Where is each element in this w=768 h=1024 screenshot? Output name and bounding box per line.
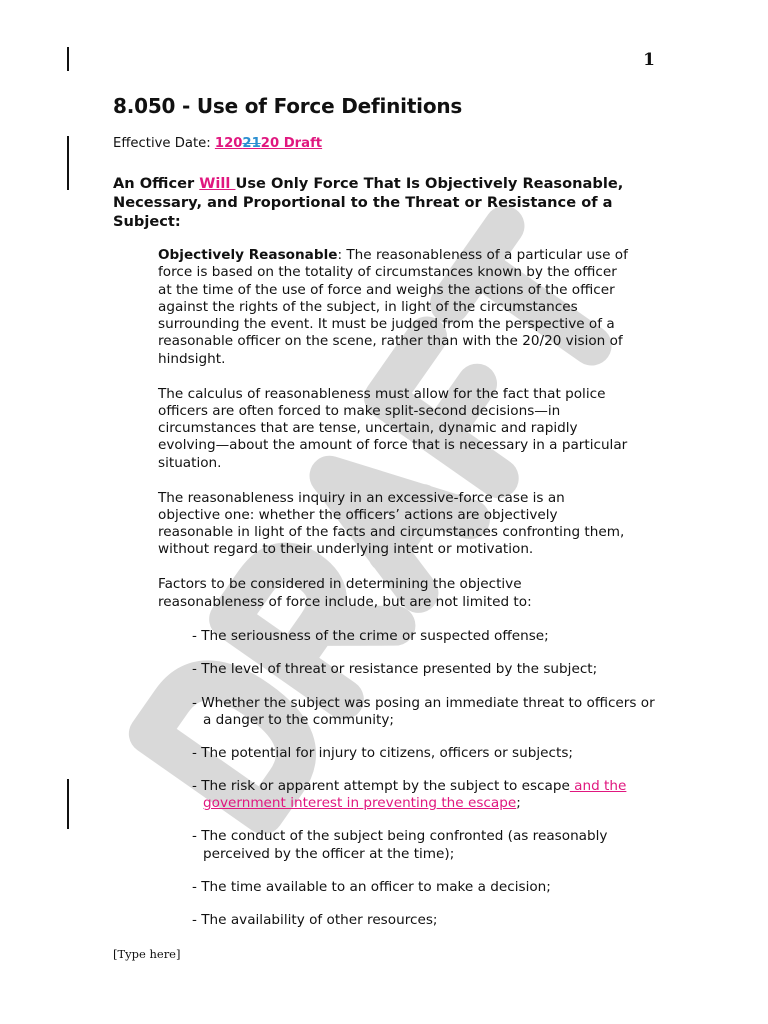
term-objectively-reasonable: Objectively Reasonable <box>158 247 338 263</box>
factor-item: - The level of threat or resistance presented by the subject; <box>192 661 598 678</box>
factor-item: - The conduct of the subject being confronted (as reasonably perceived by the officer at the time); <box>192 828 608 862</box>
date-inserted-end: 20 Draft <box>260 136 323 151</box>
paragraph-factors-intro: Factors to be considered in determining the objective reasonableness of force include, but are not limited to: <box>158 576 532 610</box>
effective-date <box>113 136 322 151</box>
effective-date-value <box>215 136 322 151</box>
paragraph-objectively-reasonable <box>158 247 628 368</box>
paragraph-1-text: : The reasonableness of a particular use of force is based on the totality of circumstances known by the officer at the time of the use of force and weighs the actions of the officer against the rights of the subject, in light of the circumstances surrounding the event. It must be judged from the perspective of a reasonable officer on the scene, rather than with the 20/20 vision of hindsight. <box>158 247 628 367</box>
factor-item: - The seriousness of the crime or suspected offense; <box>192 628 549 645</box>
factor-inserted-text: and the government interest in preventing the escape <box>203 778 627 812</box>
factor-item: - The time available to an officer to make a decision; <box>192 878 551 895</box>
paragraph-calculus: The calculus of reasonableness must allow for the fact that police officers are often forced to make split-second decisions—in circumstances that are tense, uncertain, dynamic and rapidly evolving—about the amount of force that is necessary in a particular situation. <box>158 385 628 471</box>
change-bar-escape-factor <box>67 779 69 829</box>
factor-item: - The availability of other resources; <box>192 911 438 928</box>
paragraph-inquiry: The reasonableness inquiry in an excessive-force case is an objective one: whether the officers’ actions are objectively reasonable in light of the facts and circumstances confronting them, without regard to their underlying intent or motivation. <box>158 489 625 558</box>
body-text <box>158 247 655 945</box>
date-inserted-start: 120 <box>214 136 243 151</box>
change-bar-top <box>67 47 69 71</box>
section-heading <box>113 174 658 231</box>
factor-item: - The potential for injury to citizens, officers or subjects; <box>192 744 573 761</box>
date-deleted-text: 21 <box>242 136 261 151</box>
change-bar-effective-date <box>67 136 69 190</box>
factor-item: - Whether the subject was posing an immediate threat to officers or a danger to the community; <box>192 694 655 728</box>
effective-date-label: Effective Date: <box>113 136 215 151</box>
factors-list <box>158 628 655 929</box>
heading-inserted-text: Will <box>199 175 236 192</box>
factor-escape-text: - The risk or apparent attempt by the subject to escape <box>192 778 570 795</box>
factor-item <box>192 778 657 813</box>
footer-placeholder: [Type here] <box>113 947 181 961</box>
page-title: 8.050 - Use of Force Definitions <box>113 94 463 118</box>
heading-text-start: An Officer <box>113 175 200 192</box>
page-number: 1 <box>643 50 655 70</box>
heading-text-end: Use Only Force That Is Objectively Reasonable, Necessary, and Proportional to the Threat or Resistance of a Subject: <box>113 175 624 230</box>
factor-escape-end: ; <box>516 795 521 812</box>
